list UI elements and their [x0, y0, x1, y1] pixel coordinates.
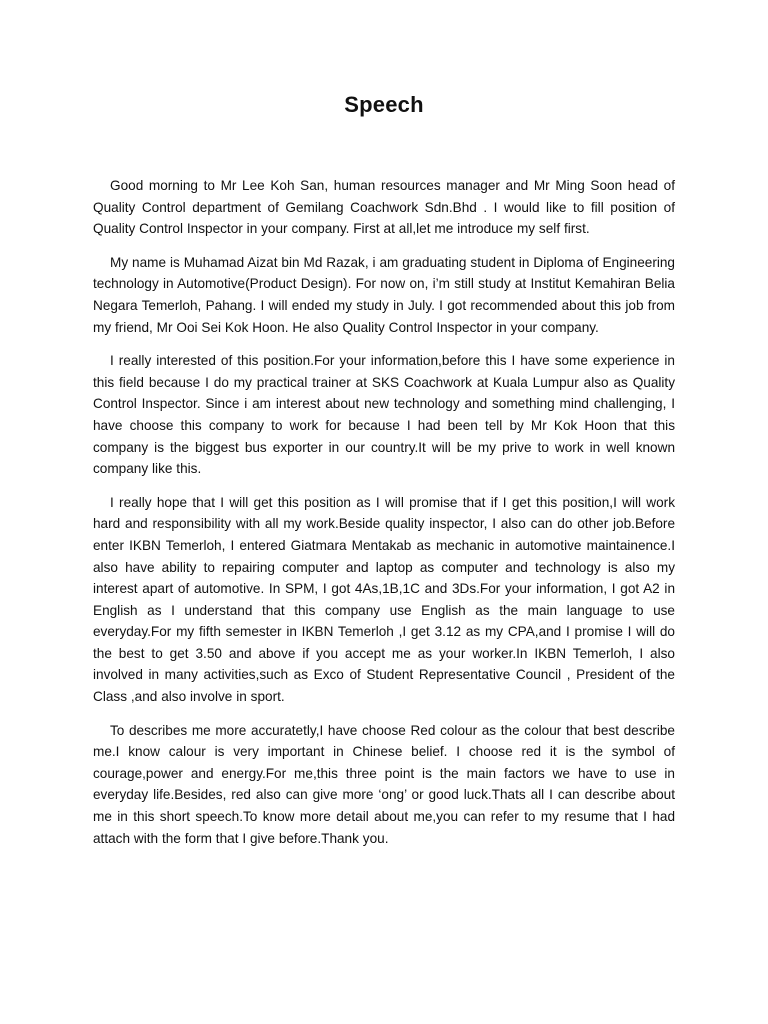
paragraph-3: I really interested of this position.For your information,before this I have some experience in this field because I do my practical trainer at SKS Coachwork at Kuala Lumpur also as Quality Control Inspector. Since i am interest about new technology and something mind challenging, I have choose this company to work for because I had been tell by Mr Kok Hoon that this company is the biggest bus exporter in our country.It will be my prive to work in well known company like this.: [93, 353, 675, 477]
document-body: [93, 175, 675, 861]
paragraph-1: Good morning to Mr Lee Koh San, human resources manager and Mr Ming Soon head of Quality Control department of Gemilang Coachwork Sdn.Bhd . I would like to fill position of Quality Control Inspector in your company. First at all,let me introduce my self first.: [93, 178, 675, 237]
paragraph-5: To describes me more accuratetly,I have choose Red colour as the colour that best describe me.I know calour is very important in Chinese belief. I choose red it is the symbol of courage,power and energy.For me,this three point is the main factors we have to use in everyday life.Besides, red also can give more ‘ong’ or good luck.Thats all I can describe about me in this short speech.To know more detail about me,you can refer to my resume that I had attach with the form that I give before.Thank you.: [93, 722, 675, 846]
paragraph-4: I really hope that I will get this position as I will promise that if I get this position,I will work hard and responsibility with all my work.Beside quality inspector, I also can do other job.Before enter IKBN Temerloh, I entered Giatmara Mentakab as mechanic in automotive maintainence.I also have ability to repairing computer and laptop as computer and technology is also my interest apart of automotive. In SPM, I got 4As,1B,1C and 3Ds.For your information, I got A2 in English as I understand that this company use English as the main language to use everyday.For my fifth semester in IKBN Temerloh ,I get 3.12 as my CPA,and I promise I will do the best to get 3.50 and above if you accept me as your worker.In IKBN Temerloh, I also involved in many activities,such as Exco of Student Representative Council , President of the Class ,and also involve in sport.: [93, 494, 675, 705]
document-title: Speech: [344, 92, 424, 117]
paragraph-2: My name is Muhamad Aizat bin Md Razak, i am graduating student in Diploma of Engineering technology in Automotive(Product Design). For now on, i’m still study at Institut Kemahiran Belia Negara Temerloh, Pahang. I will ended my study in July. I got recommended about this job from my friend, Mr Ooi Sei Kok Hoon. He also Quality Control Inspector in your company.: [93, 254, 675, 335]
